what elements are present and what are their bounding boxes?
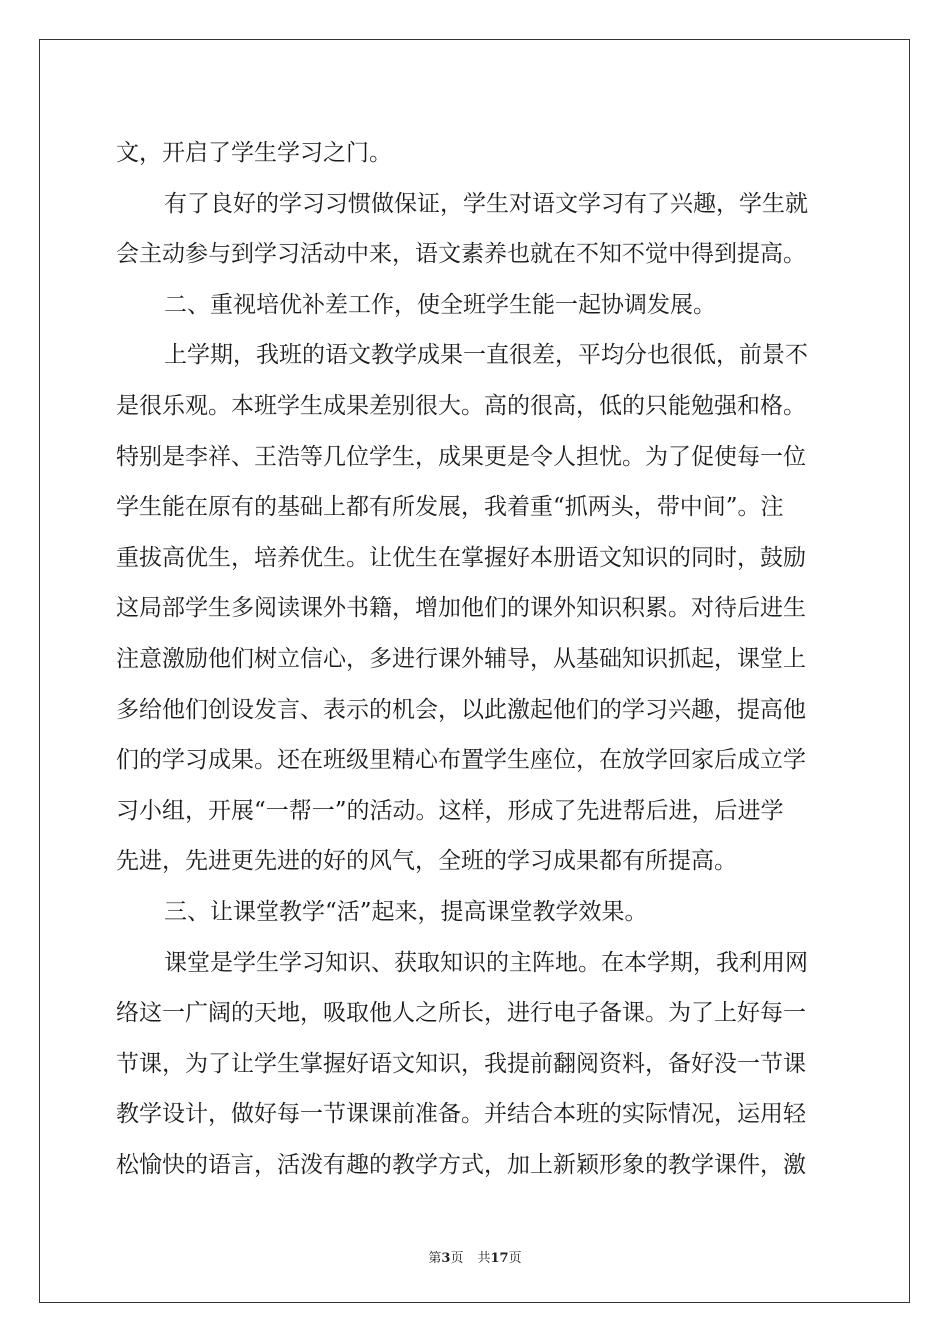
footer-total-prefix: 共 [477, 1251, 491, 1266]
text-line: 节课，为了让学生掌握好语文知识，我提前翻阅资料，备好没一节课 [116, 1050, 806, 1077]
footer-page-prefix: 第 [428, 1251, 442, 1266]
text-line: 二、重视培优补差工作，使全班学生能一起协调发展。 [164, 291, 716, 318]
text-line: 有了良好的学习习惯做保证，学生对语文学习有了兴趣，学生就 [164, 190, 808, 217]
text-line: 学生能在原有的基础上都有所发展，我着重“抓两头，带中间”。注 [116, 494, 784, 521]
text-line: 注意激励他们树立信心，多进行课外辅导，从基础知识抓起，课堂上 [116, 645, 806, 672]
text-line: 重拔高优生，培养优生。让优生在掌握好本册语文知识的同时，鼓励 [116, 544, 806, 571]
text-line: 上学期，我班的语文教学成果一直很差，平均分也很低，前景不 [164, 342, 808, 369]
text-line: 课堂是学生学习知识、获取知识的主阵地。在本学期，我利用网 [164, 949, 808, 976]
text-line: 松愉快的语言，活泼有趣的教学方式，加上新颖形象的教学课件，激 [116, 1151, 806, 1178]
text-line: 教学设计，做好每一节课课前准备。并结合本班的实际情况，运用轻 [116, 1101, 806, 1128]
text-line: 习小组，开展“一帮一”的活动。这样，形成了先进帮后进，后进学 [116, 797, 784, 824]
text-line: 特别是李祥、王浩等几位学生，成果更是令人担忧。为了促使每一位 [116, 443, 806, 470]
text-line: 三、让课堂教学“活”起来，提高课堂教学效果。 [164, 898, 648, 925]
text-line: 络这一广阔的天地，吸取他人之所长，进行电子备课。为了上好每一 [116, 1000, 806, 1027]
footer-page-suffix: 页 [450, 1251, 464, 1266]
text-line: 们的学习成果。还在班级里精心布置学生座位，在放学回家后成立学 [116, 747, 806, 774]
footer-page-number: 3 [441, 1251, 451, 1266]
text-line: 文，开启了学生学习之门。 [116, 140, 392, 166]
document-body [116, 128, 836, 1190]
text-line: 是很乐观。本班学生成果差别很大。高的很高，低的只能勉强和格。 [116, 392, 806, 419]
page-footer [0, 1247, 950, 1266]
footer-total-pages: 17 [490, 1251, 509, 1266]
footer-total-suffix: 页 [508, 1251, 522, 1266]
text-line: 多给他们创设发言、表示的机会，以此激起他们的学习兴趣，提高他 [116, 696, 806, 723]
text-line: 先进，先进更先进的好的风气，全班的学习成果都有所提高。 [116, 848, 737, 875]
text-line: 这局部学生多阅读课外书籍，增加他们的课外知识积累。对待后进生 [116, 595, 806, 622]
text-line: 会主动参与到学习活动中来，语文素养也就在不知不觉中得到提高。 [116, 241, 806, 268]
